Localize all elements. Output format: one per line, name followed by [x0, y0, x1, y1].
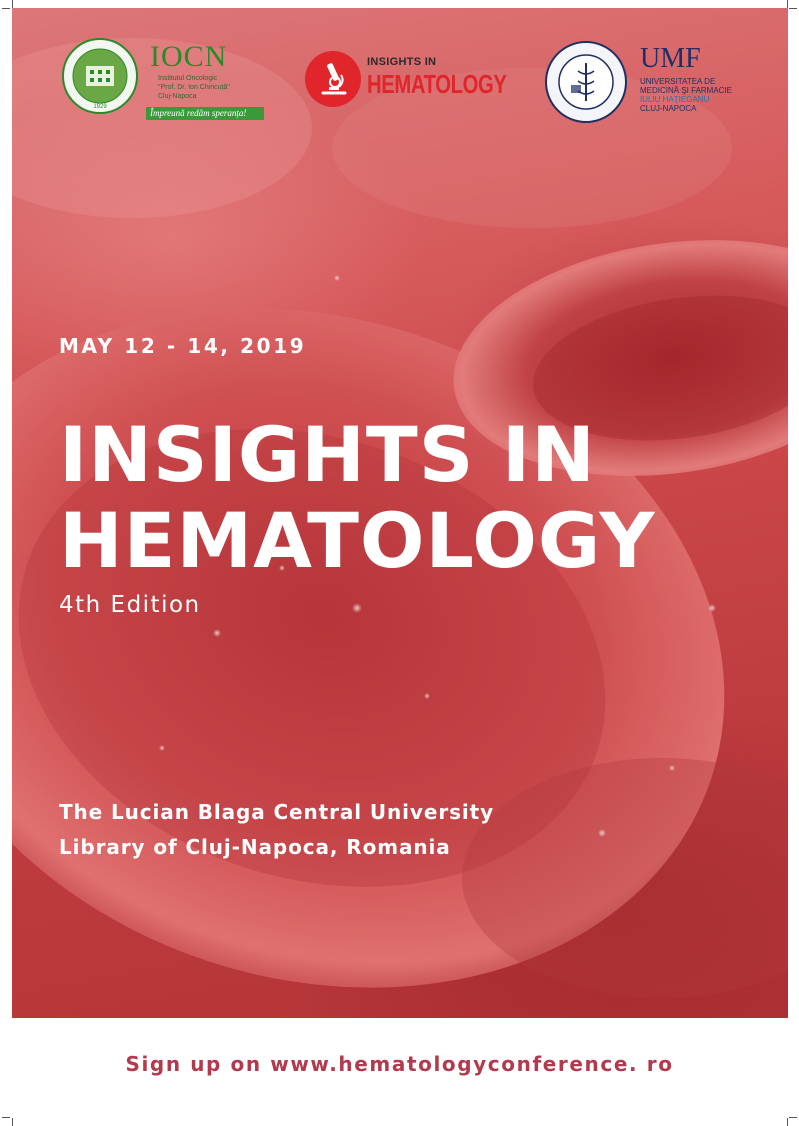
logo-main-text: HEMATOLOGY	[367, 69, 507, 99]
iocn-subtitle-line: "Prof. Dr. Ion Chiricuță"	[158, 84, 230, 91]
event-title-line: HEMATOLOGY	[59, 496, 656, 585]
logo-circle	[305, 51, 361, 107]
crop-mark	[787, 1118, 788, 1126]
iocn-subtitle	[158, 74, 248, 101]
logo-top-text: INSIGHTS IN	[367, 56, 437, 68]
crop-mark	[12, 0, 13, 8]
crop-mark	[789, 1117, 797, 1118]
microscope-icon	[305, 51, 361, 107]
event-edition: 4th Edition	[59, 592, 201, 618]
insights-hematology-logo	[305, 51, 525, 107]
umf-logo	[545, 41, 755, 131]
crop-mark	[2, 8, 10, 9]
iocn-seal-icon	[62, 38, 138, 114]
iocn-motto: Împreună redăm speranța!	[146, 107, 264, 120]
venue-line: Library of Cluj-Napoca, Romania	[59, 835, 451, 859]
crop-mark	[2, 1117, 10, 1118]
iocn-subtitle-line: Cluj-Napoca	[158, 93, 197, 100]
event-date: MAY 12 - 14, 2019	[59, 334, 307, 358]
svg-text:1929: 1929	[93, 104, 107, 110]
umf-acronym: UMF	[640, 43, 701, 74]
umf-line: IULIU HAŢIEGANU	[640, 95, 710, 104]
umf-seal-icon	[545, 41, 627, 123]
umf-line: CLUJ-NAPOCA	[640, 104, 697, 113]
event-title	[59, 412, 656, 584]
umf-line: MEDICINĂ ŞI FARMACIE	[640, 86, 733, 95]
poster-background	[12, 8, 788, 1018]
crop-mark	[12, 1118, 13, 1126]
umf-line: UNIVERSITATEA DE	[640, 77, 716, 86]
iocn-acronym: IOCN	[150, 40, 228, 73]
venue-line: The Lucian Blaga Central University	[59, 800, 495, 824]
iocn-logo	[62, 38, 262, 128]
signup-link[interactable]: Sign up on www.hematologyconference. ro	[125, 1052, 674, 1076]
event-venue	[59, 795, 494, 865]
iocn-subtitle-line: Institutul Oncologic	[158, 75, 218, 82]
event-title-line: INSIGHTS IN	[59, 410, 596, 499]
crop-mark	[787, 0, 788, 8]
crop-mark	[789, 8, 797, 9]
